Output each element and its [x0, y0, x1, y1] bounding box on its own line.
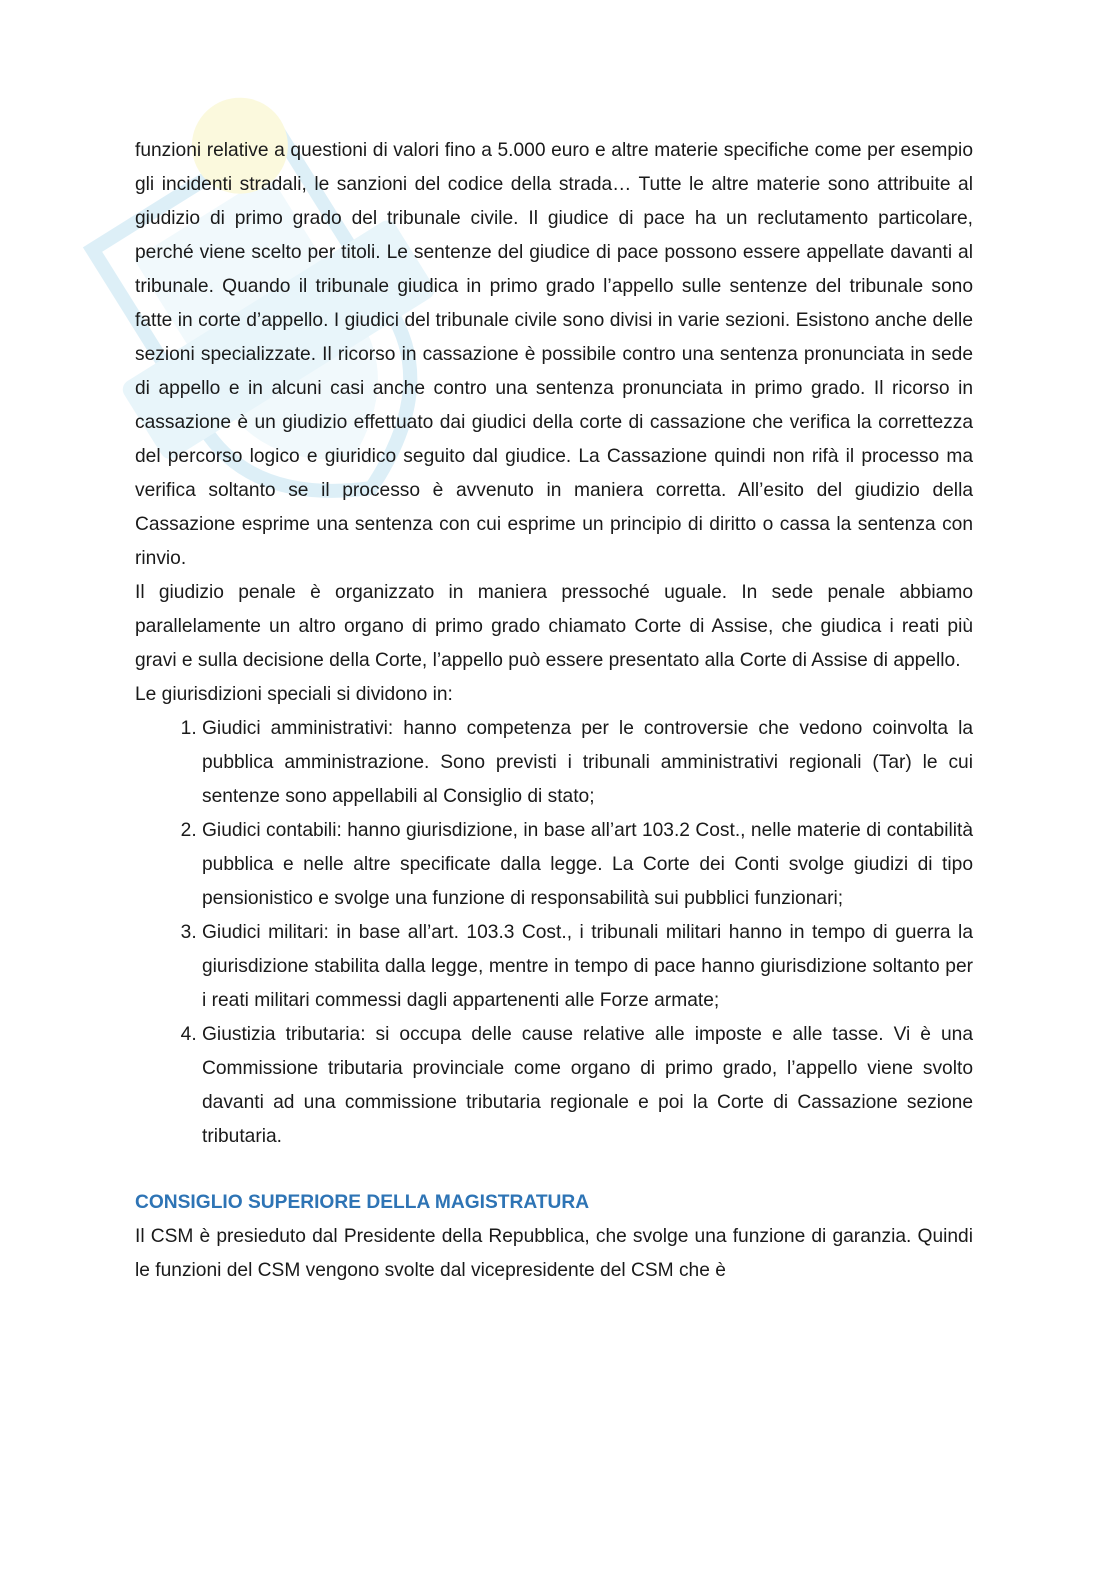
list-item: 4. Giustizia tributaria: si occupa delle cause relative alle imposte e alle tasse. Vi è una Commissione tributaria provinciale come organo di primo grado, l’appello viene svolto davanti ad una commissione tributaria regionale e poi la Corte di Cassazione sezione tributaria. [202, 1018, 973, 1154]
paragraph-giudizio-penale: Il giudizio penale è organizzato in maniera pressoché uguale. In sede penale abbiamo parallelamente un altro organo di primo grado chiamato Corte di Assise, che giudica i reati più gravi e sulla decisione della Corte, l’appello può essere presentato alla Corte di Assise di appello. [135, 582, 973, 671]
document-page [135, 134, 973, 1288]
list-item: 1. Giudici amministrativi: hanno competenza per le controversie che vedono coinvolta la pubblica amministrazione. Sono previsti i tribunali amministrativi regionali (Tar) le cui sentenze sono appellabili al Consiglio di stato; [202, 712, 973, 814]
paragraph-tribunale: funzioni relative a questioni di valori fino a 5.000 euro e altre materie specifiche come per esempio gli incidenti stradali, le sanzioni del codice della strada… Tutte le altre materie sono attribuite al giudizio di primo grado del tribunale civile. Il giudice di pace ha un reclutamento particolare, perché viene scelto per titoli. Le sentenze del giudice di pace possono essere appellate davanti al tribunale. Quando il tribunale giudica in primo grado l’appello sulle sentenze del tribunale sono fatte in corte d’appello. I giudici del tribunale civile sono divisi in varie sezioni. Esistono anche delle sezioni specializzate. Il ricorso in cassazione è possibile contro una sentenza pronunciata in sede di appello e in alcuni casi anche contro una sentenza pronunciata in primo grado. Il ricorso in cassazione è un giudizio effettuato dai giudici della corte di cassazione che verifica la correttezza del percorso logico e giuridico seguito dal giudice. La Cassazione quindi non rifà il processo ma verifica soltanto se il processo è avvenuto in maniera corretta. All’esito del giudizio della Cassazione esprime una sentenza con cui esprime un principio di diritto o cassa la sentenza con rinvio. [135, 140, 973, 569]
section-heading: CONSIGLIO SUPERIORE DELLA MAGISTRATURA [135, 1192, 590, 1213]
giurisdizioni-list [135, 712, 973, 1154]
paragraph-csm: Il CSM è presieduto dal Presidente della Repubblica, che svolge una funzione di garanzia. Quindi le funzioni del CSM vengono svolte dal vicepresidente del CSM che è [135, 1226, 973, 1281]
list-item: 3. Giudici militari: in base all’art. 103.3 Cost., i tribunali militari hanno in tempo di guerra la giurisdizione stabilita dalla legge, mentre in tempo di pace hanno giurisdizione soltanto per i reati militari commessi dagli appartenenti alle Forze armate; [202, 916, 973, 1018]
paragraph-giurisdizioni-intro: Le giurisdizioni speciali si dividono in: [135, 684, 453, 705]
list-item: 2. Giudici contabili: hanno giurisdizione, in base all’art 103.2 Cost., nelle materie di contabilità pubblica e nelle altre specificate dalla legge. La Corte dei Conti svolge giudizi di tipo pensionistico e svolge una funzione di responsabilità sui pubblici funzionari; [202, 814, 973, 916]
